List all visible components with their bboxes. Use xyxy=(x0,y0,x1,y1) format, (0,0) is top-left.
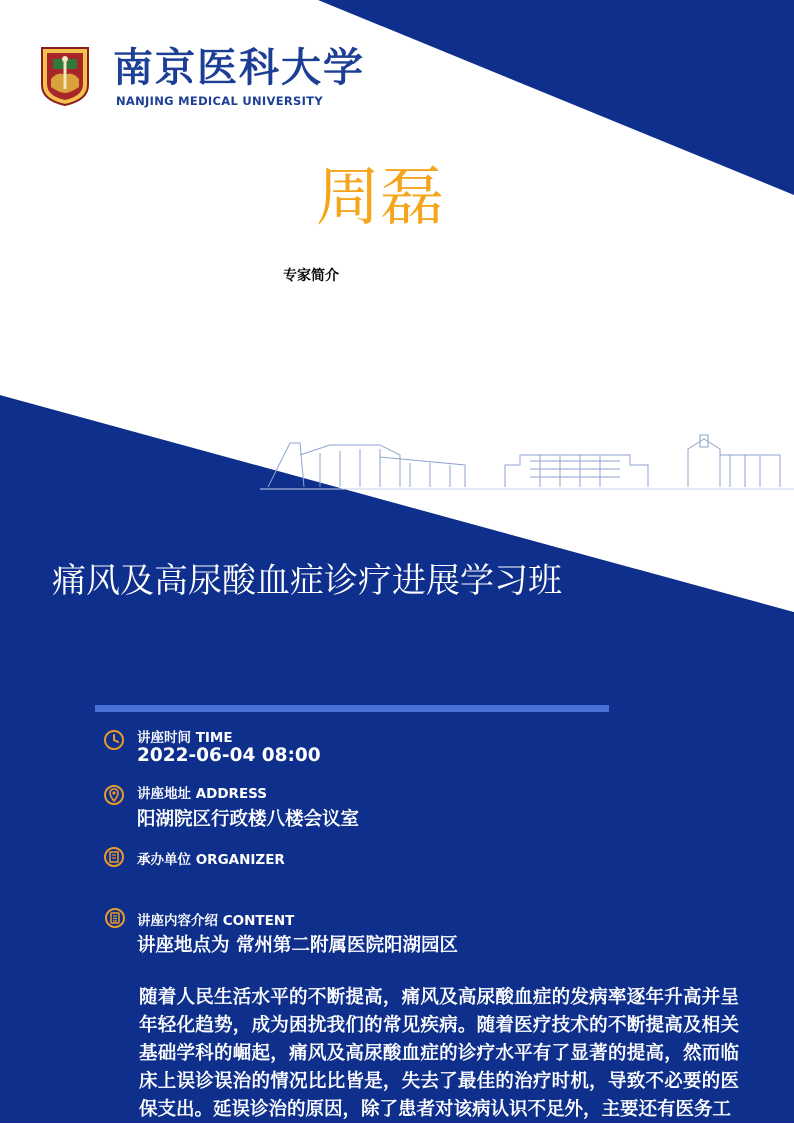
address-value: 阳湖院区行政楼八楼会议室 xyxy=(137,809,360,830)
course-title: 痛风及高尿酸血症诊疗进展学习班 xyxy=(52,561,562,601)
list-icon xyxy=(104,907,126,929)
section-divider xyxy=(95,705,609,712)
building-icon xyxy=(103,846,125,868)
university-name-en: NANJING MEDICAL UNIVERSITY xyxy=(116,94,323,108)
organizer-label: 承办单位 ORGANIZER xyxy=(137,852,285,868)
time-value: 2022-06-04 08:00 xyxy=(137,745,321,766)
university-name-cn: 南京医科大学 xyxy=(113,44,365,91)
content-location-line: 讲座地点为 常州第二附属医院阳湖园区 xyxy=(137,935,458,956)
address-label: 讲座地址 ADDRESS xyxy=(137,786,268,802)
speaker-intro-label: 专家简介 xyxy=(283,268,339,284)
time-label: 讲座时间 TIME xyxy=(137,730,233,746)
clock-icon xyxy=(103,729,125,751)
content-paragraph: 随着人民生活水平的不断提高，痛风及高尿酸血症的发病率逐年升高并呈年轻化趋势，成为困扰我们的常见疾病。随着医疗技术的不断提高及相关基础学科的崛起，痛风及高尿酸血症的诊疗水平有了显著的提高，然而临床上误诊误治的情况比比皆是，失去了最佳的治疗时机，导致不必要的医保支出。延误诊治的原因，除了患者对该病认识不足外，主要还有医务工 xyxy=(139,987,739,1120)
campus-buildings-illustration xyxy=(260,425,794,495)
location-pin-icon xyxy=(103,784,125,806)
university-emblem-icon xyxy=(40,45,90,107)
content-label: 讲座内容介绍 CONTENT xyxy=(137,913,295,929)
speaker-name: 周磊 xyxy=(316,161,444,235)
